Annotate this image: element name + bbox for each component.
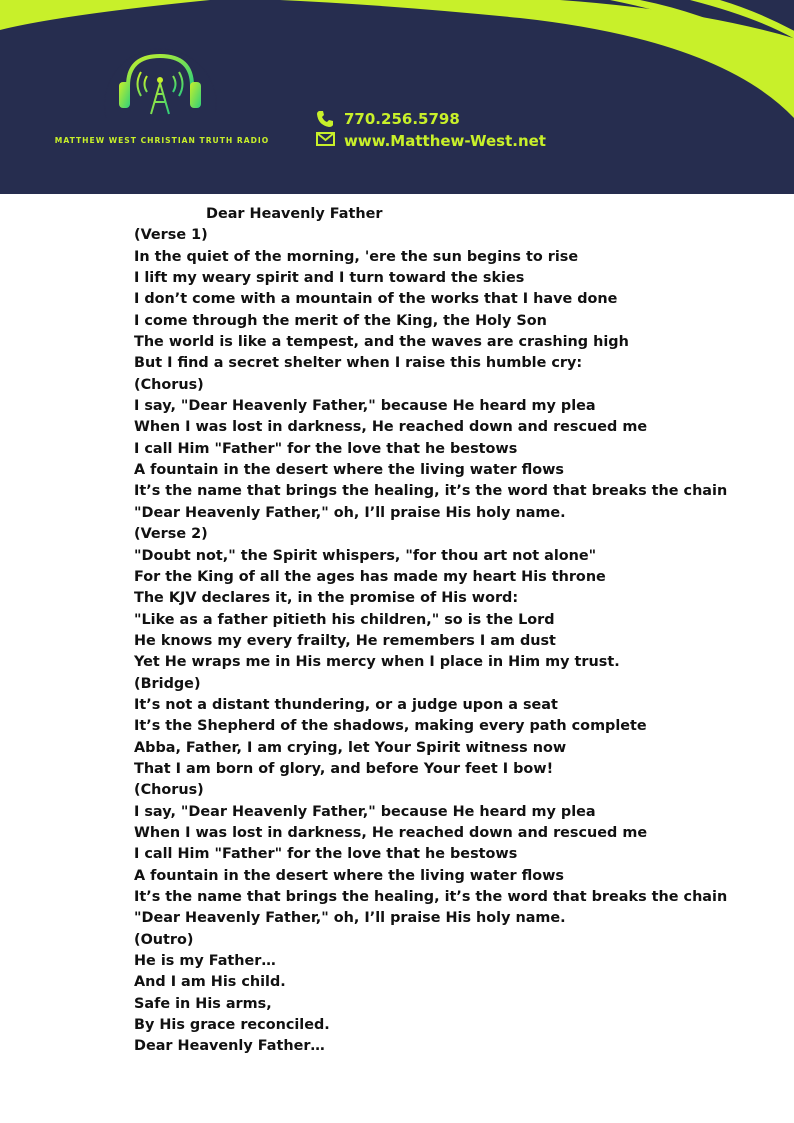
lyric-line: "Like as a father pitieth his children," so is the Lord [134, 611, 555, 628]
lyric-lines [134, 225, 774, 1057]
lyric-line: When I was lost in darkness, He reached down and rescued me [134, 824, 648, 841]
lyric-line: Safe in His arms, [134, 995, 272, 1012]
phone-number: 770.256.5798 [344, 110, 460, 128]
lyric-line: In the quiet of the morning, 'ere the sun begins to rise [134, 248, 579, 265]
lyric-line: It’s not a distant thundering, or a judge upon a seat [134, 696, 558, 713]
lyric-line: I lift my weary spirit and I turn toward the skies [134, 270, 525, 287]
lyric-line: (Verse 1) [134, 227, 208, 244]
station-name: MATTHEW WEST CHRISTIAN TRUTH RADIO [54, 136, 270, 145]
lyric-line: That I am born of glory, and before Your feet I bow! [134, 760, 554, 777]
lyric-line: I say, "Dear Heavenly Father," because He heard my plea [134, 803, 596, 820]
lyric-line: It’s the name that brings the healing, it’s the word that breaks the chain [134, 483, 728, 500]
lyric-line: (Chorus) [134, 376, 204, 393]
lyric-line: "Dear Heavenly Father," oh, I’ll praise His holy name. [134, 910, 566, 927]
lyric-line: I come through the merit of the King, the Holy Son [134, 312, 547, 329]
lyric-line: Abba, Father, I am crying, let Your Spirit witness now [134, 739, 567, 756]
lyric-line: "Dear Heavenly Father," oh, I’ll praise His holy name. [134, 504, 566, 521]
lyric-line: For the King of all the ages has made my heart His throne [134, 568, 606, 585]
lyric-line: By His grace reconciled. [134, 1017, 330, 1034]
website-link[interactable]: www.Matthew-West.net [344, 132, 546, 150]
lyric-line: The world is like a tempest, and the waves are crashing high [134, 334, 629, 351]
song-title: Dear Heavenly Father [206, 206, 383, 222]
lyric-line: It’s the name that brings the healing, it’s the word that breaks the chain [134, 889, 728, 905]
lyric-line: I call Him "Father" for the love that he bestows [134, 846, 518, 863]
lyric-line: (Chorus) [134, 782, 204, 799]
website-row [316, 130, 546, 152]
contact-info [316, 108, 546, 152]
lyric-line: He is my Father… [134, 953, 276, 970]
letterhead-header [0, 0, 794, 194]
phone-row [316, 108, 546, 130]
song-lyrics [134, 204, 774, 1058]
lyric-line: (Verse 2) [134, 526, 208, 543]
lyric-line: And I am His child. [134, 974, 286, 991]
lyric-line: But I find a secret shelter when I raise this humble cry: [134, 355, 583, 372]
lyric-line: A fountain in the desert where the living water flows [134, 867, 564, 884]
lyric-line: "Doubt not," the Spirit whispers, "for thou art not alone" [134, 547, 597, 564]
lyric-line: I call Him "Father" for the love that he bestows [134, 440, 518, 457]
lyric-line: I don’t come with a mountain of the works that I have done [134, 291, 618, 308]
lyric-line: He knows my every frailty, He remembers I am dust [134, 632, 556, 649]
station-logo [40, 22, 280, 154]
lyric-line: It’s the Shepherd of the shadows, making every path complete [134, 718, 647, 735]
lyric-line: (Bridge) [134, 675, 201, 692]
phone-icon [316, 110, 336, 128]
lyric-line: When I was lost in darkness, He reached down and rescued me [134, 419, 648, 436]
lyric-line: I say, "Dear Heavenly Father," because He heard my plea [134, 398, 596, 415]
lyric-line: The KJV declares it, in the promise of His word: [134, 590, 519, 607]
lyric-line: (Outro) [134, 931, 194, 948]
envelope-icon [316, 132, 336, 150]
lyric-line: Yet He wraps me in His mercy when I place in Him my trust. [134, 654, 620, 671]
lyric-line: A fountain in the desert where the living water flows [134, 462, 564, 479]
lyric-line: Dear Heavenly Father… [134, 1038, 325, 1055]
